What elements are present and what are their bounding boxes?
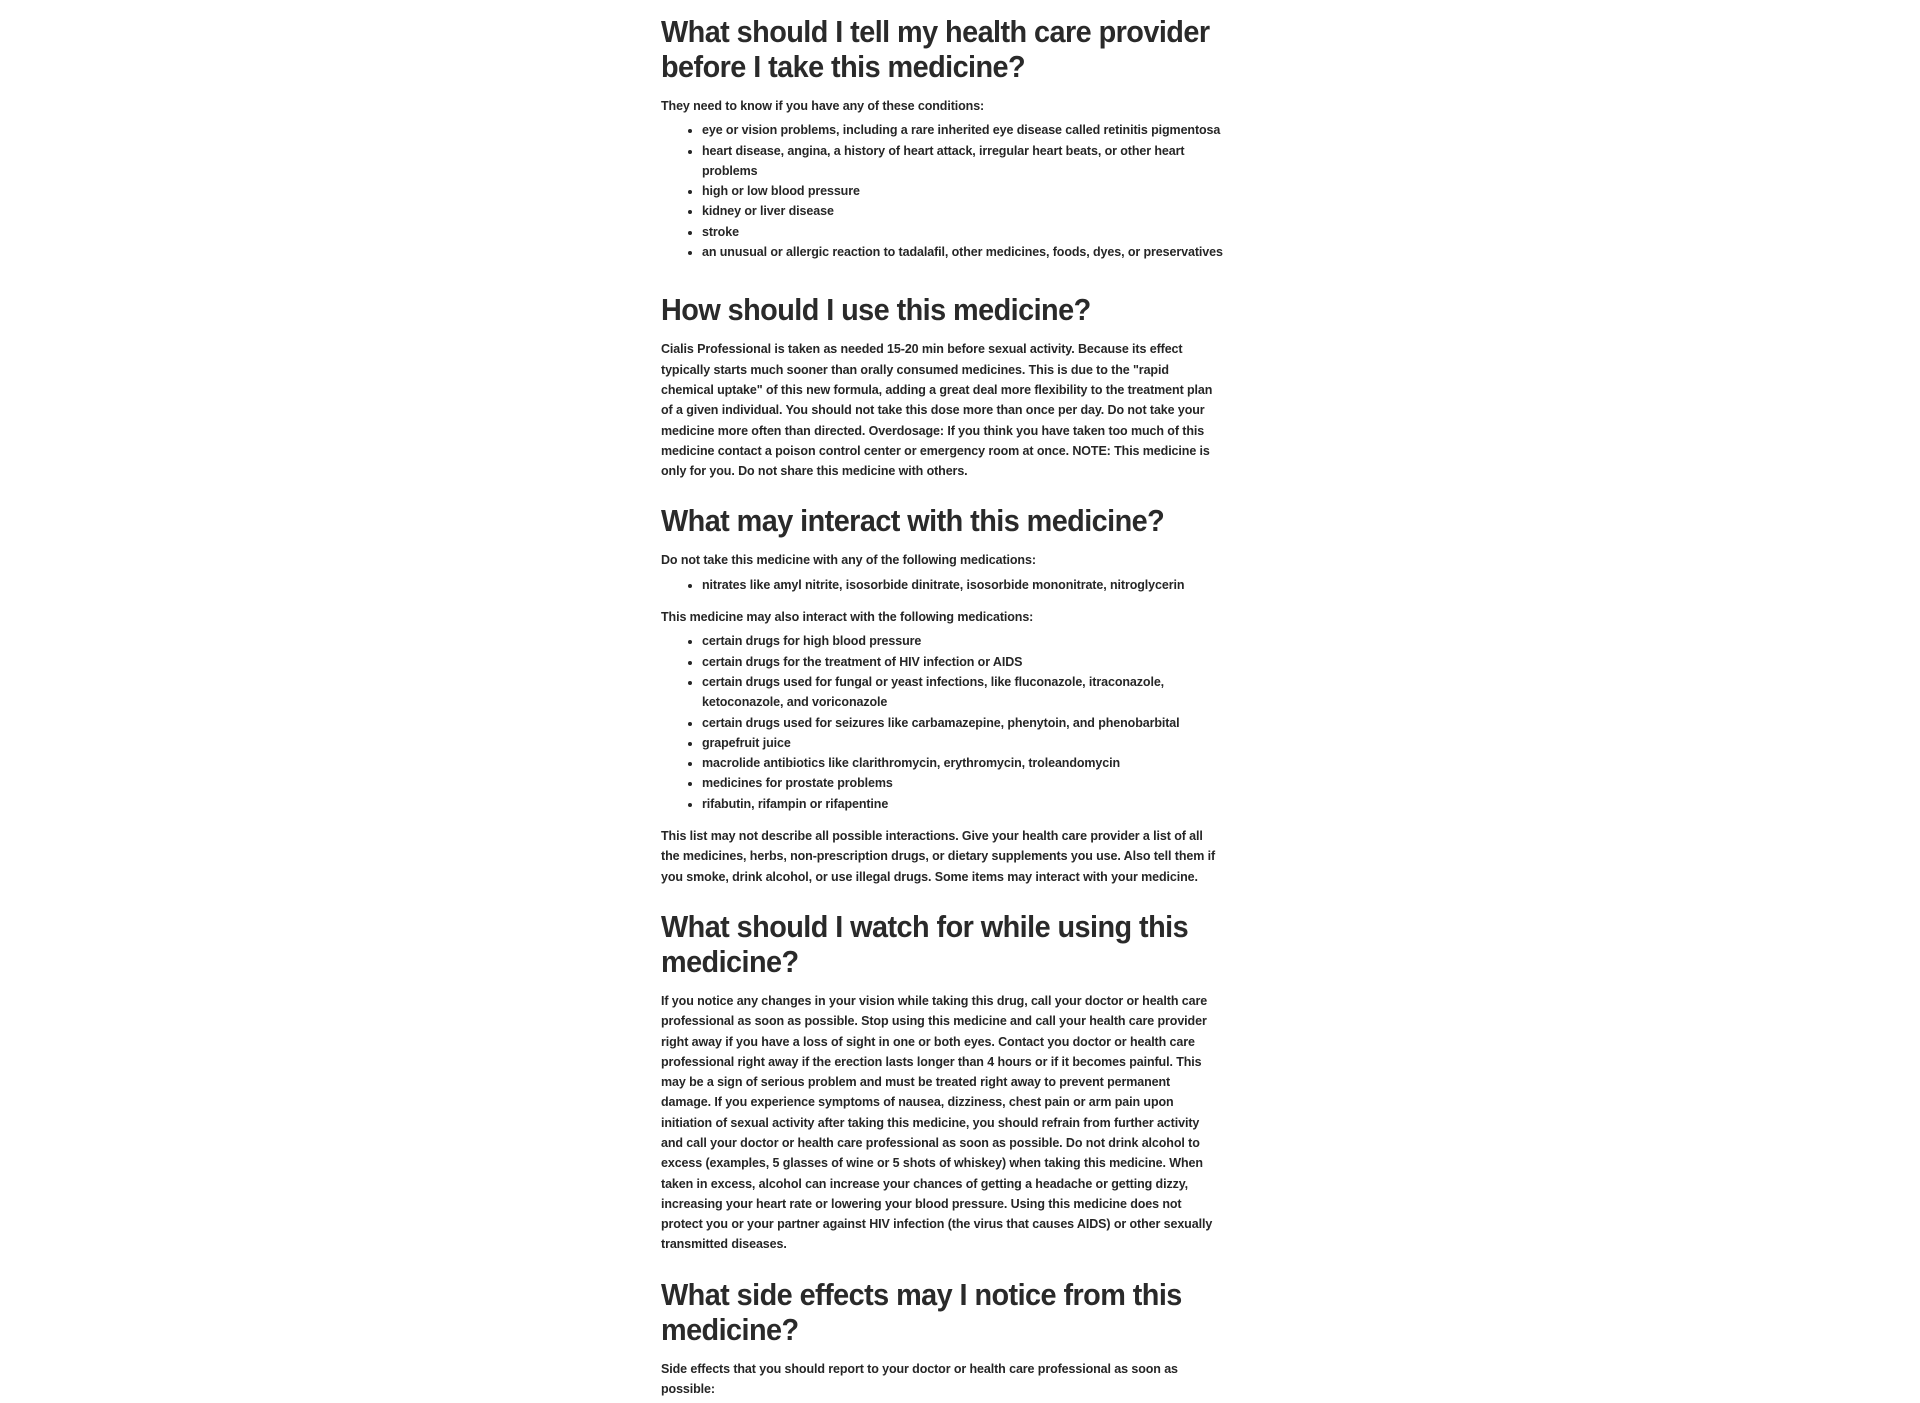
section-intro: Do not take this medicine with any of the following medications: bbox=[661, 553, 1036, 568]
list-item: • medicines for prostate problems bbox=[702, 773, 1223, 793]
section-paragraph: If you notice any changes in your vision while taking this drug, call your doctor or health care professional as soon as possible. Stop using this medicine and call your health care provider right away if you have a loss of sight in one or both eyes. Contact you doctor or health care professional right away if the erection lasts longer than 4 hours or if it becomes painful. This may be a sign of serious problem and must be treated right away to prevent permanent damage. If you experience symptoms of nausea, dizziness, chest pain or arm pain upon initiation of sexual activity after taking this medicine, you should refrain from further activity and call your doctor or health care professional as soon as possible. Do not drink alcohol to excess (examples, 5 glasses of wine or 5 shots of whiskey) when taking this medicine. When taken in excess, alcohol can increase your chances of getting a headache or getting dizzy, increasing your heart rate or lowering your blood pressure. Using this medicine does not protect you or your partner against HIV infection (the virus that causes AIDS) or other sexually transmitted diseases. bbox=[661, 993, 1213, 1252]
list-item: • macrolide antibiotics like clarithromycin, erythromycin, troleandomycin bbox=[702, 753, 1223, 773]
list-item: • eye or vision problems, including a rare inherited eye disease called retinitis pigmentosa bbox=[702, 120, 1223, 140]
list-item: • grapefruit juice bbox=[702, 733, 1223, 753]
section-side-effects bbox=[661, 1277, 1223, 1400]
conditions-list bbox=[661, 120, 1223, 262]
section-heading: How should I use this medicine? bbox=[661, 292, 1091, 328]
list-item: • certain drugs for high blood pressure bbox=[702, 631, 1223, 651]
list-item: • kidney or liver disease bbox=[702, 201, 1223, 221]
list-item: • high or low blood pressure bbox=[702, 181, 1223, 201]
contraindicated-list bbox=[661, 575, 1223, 595]
section-heading: What should I watch for while using this medicine? bbox=[661, 908, 1189, 979]
list-item: • stroke bbox=[702, 222, 1223, 242]
section-heading: What should I tell my health care provider before I take this medicine? bbox=[661, 14, 1210, 84]
section-intro-secondary: This medicine may also interact with the following medications: bbox=[661, 610, 1034, 625]
list-item: • heart disease, angina, a history of heart attack, irregular heart beats, or other heart problems bbox=[702, 141, 1223, 182]
section-heading: What may interact with this medicine? bbox=[661, 503, 1165, 539]
interactions-list bbox=[661, 631, 1223, 814]
section-intro: Side effects that you should report to your doctor or health care professional as soon as possible: bbox=[661, 1361, 1178, 1397]
list-item: • certain drugs for the treatment of HIV infection or AIDS bbox=[702, 652, 1223, 672]
list-item: • an unusual or allergic reaction to tadalafil, other medicines, foods, dyes, or preservatives bbox=[702, 242, 1223, 262]
section-how-to-use bbox=[661, 292, 1223, 481]
section-outro: This list may not describe all possible interactions. Give your health care provider a list of all the medicines, herbs, non-prescription drugs, or dietary supplements you use. Also tell them if you smoke, drink alcohol, or use illegal drugs. Some items may interact with your medicine. bbox=[661, 829, 1216, 884]
list-item: • certain drugs used for seizures like carbamazepine, phenytoin, and phenobarbital bbox=[702, 713, 1223, 733]
section-interactions bbox=[661, 503, 1223, 886]
list-item: • certain drugs used for fungal or yeast infections, like fluconazole, itraconazole, ketoconazole, and voriconazole bbox=[702, 672, 1223, 713]
section-watch-for bbox=[661, 909, 1223, 1255]
section-tell-provider bbox=[661, 14, 1223, 262]
section-heading: What side effects may I notice from this medicine? bbox=[661, 1276, 1182, 1347]
list-item: • rifabutin, rifampin or rifapentine bbox=[702, 794, 1223, 814]
section-paragraph: Cialis Professional is taken as needed 15-20 min before sexual activity. Because its effect typically starts much sooner than orally consumed medicines. This is due to the "rapid chemical uptake" of this new formula, adding a great deal more flexibility to the treatment plan of a given individual. You should not take this dose more than once per day. Do not take your medicine more often than directed. Overdosage: If you think you have taken too much of this medicine contact a poison control center or emergency room at once. NOTE: This medicine is only for you. Do not share this medicine with others. bbox=[661, 342, 1213, 479]
list-item: • nitrates like amyl nitrite, isosorbide dinitrate, isosorbide mononitrate, nitroglycerin bbox=[702, 575, 1223, 595]
article-content bbox=[661, 14, 1223, 1403]
section-intro: They need to know if you have any of these conditions: bbox=[661, 99, 985, 113]
